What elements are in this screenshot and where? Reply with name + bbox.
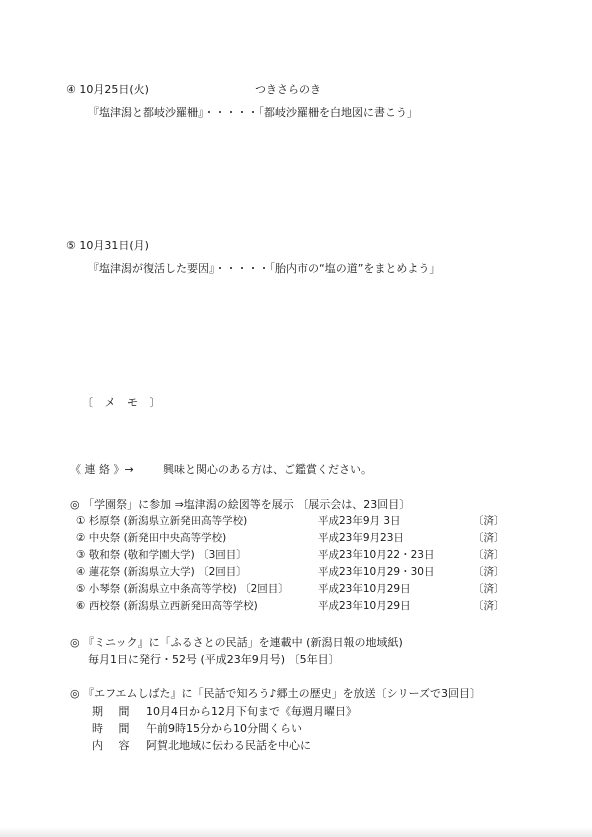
contact-text: 興味と関心のある方は、ご鑑賞ください。 (163, 463, 372, 476)
festival-name: ⑤ 小琴祭 (新潟県立中条高等学校) 〔2回目〕 (76, 583, 289, 595)
session-4-date: ④ 10月25日(火) (66, 83, 149, 96)
minic-detail: 毎月1日に発行・52号 (平成23年9月号) 〔5年目〕 (88, 653, 340, 666)
festival-status: 〔済〕 (473, 600, 505, 612)
festival-status: 〔済〕 (473, 515, 505, 527)
fm-period-value: 10月4日から12月下旬まで《毎週月曜日》 (146, 705, 357, 718)
session-4-reading: つきさらのき (255, 83, 321, 96)
festival-date: 平成23年9月23日 (318, 532, 404, 544)
gakuensai-header: ◎ 「学園祭」に参加 ⇒塩津潟の絵図等を展示 〔展示会は、23回目〕 (70, 498, 411, 511)
festival-name: ① 杉原祭 (新潟県立新発田高等学校) (76, 515, 248, 527)
festival-status: 〔済〕 (473, 532, 505, 544)
festival-status: 〔済〕 (473, 583, 505, 595)
festival-name: ④ 蓮花祭 (新潟県立大学) 〔2回目〕 (76, 566, 247, 578)
fm-time-value: 午前9時15分から10分間くらい (146, 722, 302, 735)
festival-date: 平成23年9月 3日 (318, 515, 401, 527)
fm-line: ◎ 『エフエムしばた』に「民話で知ろう♪郷土の歴史」を放送〔シリーズで3回目〕 (70, 687, 482, 700)
festival-status: 〔済〕 (473, 566, 505, 578)
festival-name: ⑥ 西校祭 (新潟県立西新発田高等学校) (76, 600, 258, 612)
fm-content-value: 阿賀北地域に伝わる民話を中心に (146, 739, 311, 752)
session-5-line: 『塩津潟が復活した要因』・・・・・「胎内市の“塩の道”をまとめよう」 (88, 262, 441, 275)
festival-name: ② 中央祭 (新発田中央高等学校) (76, 532, 227, 544)
festival-date: 平成23年10月22・23日 (318, 549, 435, 561)
festival-date: 平成23年10月29・30日 (318, 566, 435, 578)
fm-time-label: 時 間 (92, 722, 136, 735)
festival-name: ③ 敬和祭 (敬和学園大学) 〔3回目〕 (76, 549, 247, 561)
memo-heading: 〔 メ モ 〕 (82, 396, 165, 409)
session-5-date: ⑤ 10月31日(月) (66, 239, 149, 252)
fm-period-label: 期 間 (92, 705, 136, 718)
festival-date: 平成23年10月29日 (318, 600, 411, 612)
fm-content-label: 内 容 (92, 739, 136, 752)
minic-line: ◎ 『ミニック』に「ふるさとの民話」を連載中 (新潟日報の地域紙) (70, 636, 403, 649)
contact-label: 《 連 絡 》→ (70, 463, 134, 476)
festival-status: 〔済〕 (473, 549, 505, 561)
page-bottom-edge (0, 827, 592, 837)
session-4-line: 『塩津潟と都岐沙羅柵』・・・・・「都岐沙羅柵を白地図に書こう」 (88, 106, 418, 119)
festival-date: 平成23年10月29日 (318, 583, 411, 595)
